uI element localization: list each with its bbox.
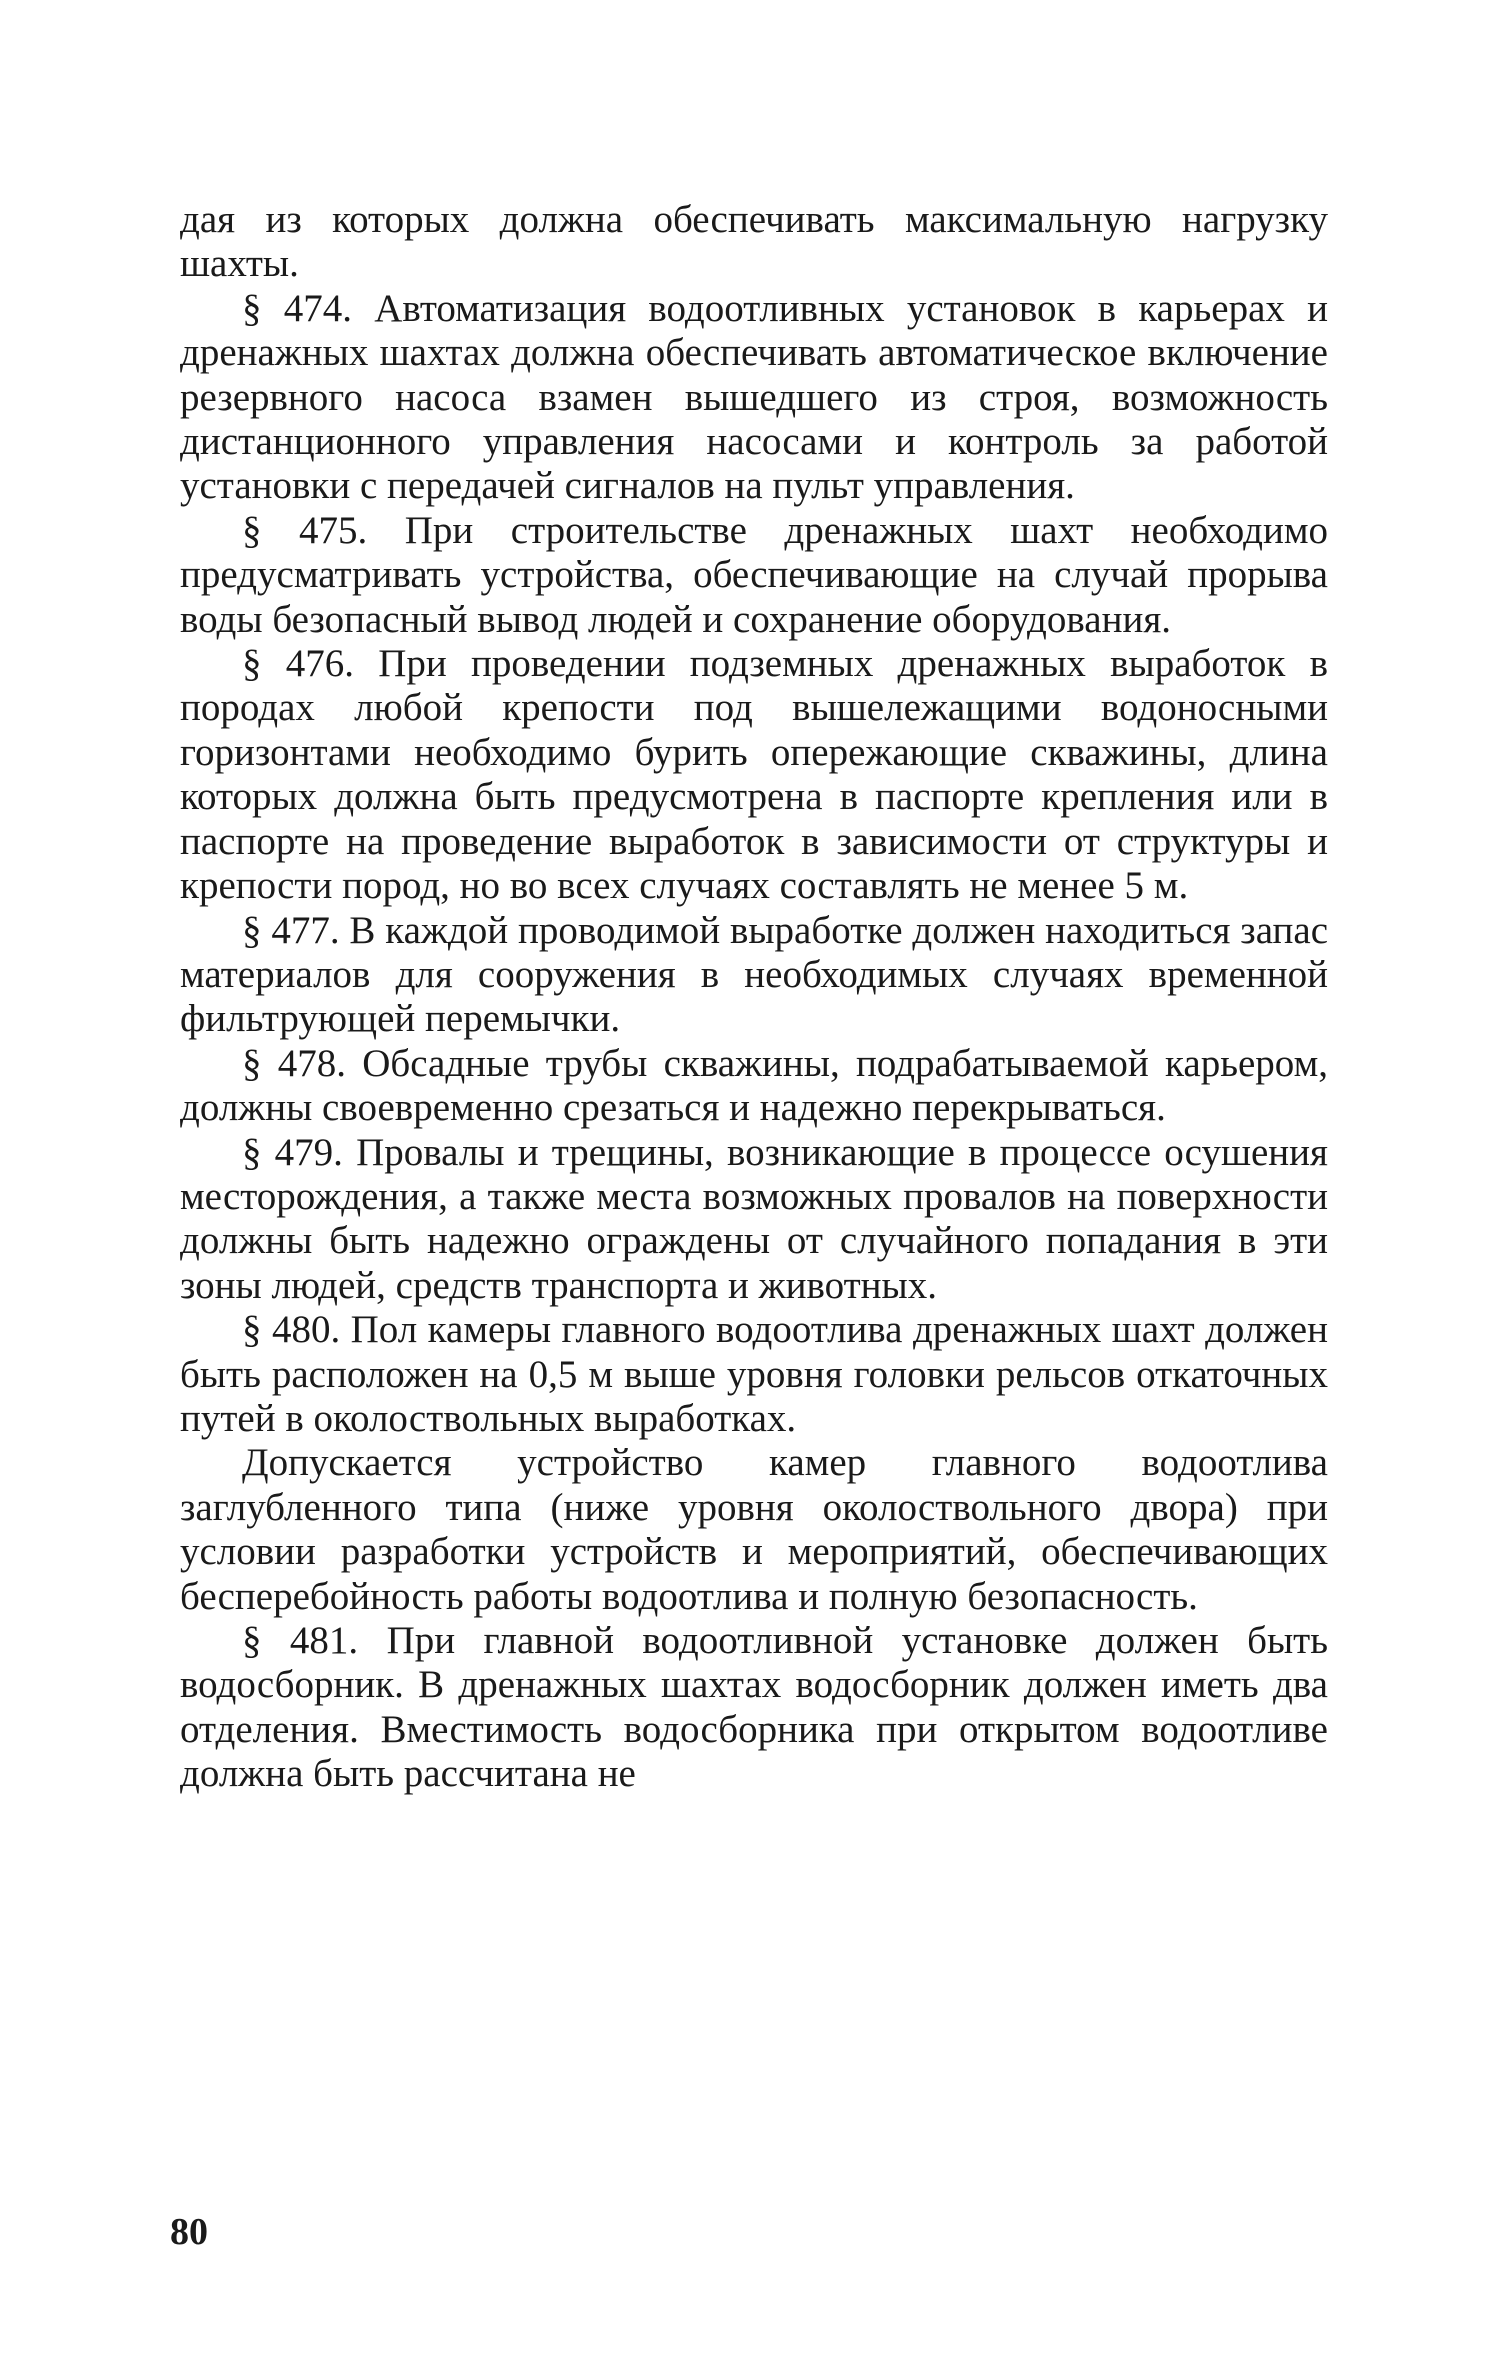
paragraph-477: § 477. В каждой проводимой выработке должен находиться запас материалов для сооружения в необходимых случаях временной фильтрующей перемычки. bbox=[180, 908, 1328, 1041]
page-number: 80 bbox=[170, 2211, 208, 2253]
paragraph-474: § 474. Автоматизация водоотливных установок в карьерах и дренажных шахтах должна обеспечивать автоматическое включение резервного насоса взамен вышедшего из строя, возможность дистанционного управления насосами и контроль за работой установки с передачей сигналов на пульт управления. bbox=[180, 286, 1328, 508]
paragraph-480: § 480. Пол камеры главного водоотлива дренажных шахт должен быть расположен на 0,5 м выше уровня головки рельсов откаточных путей в околоствольных выработках. bbox=[180, 1308, 1328, 1440]
paragraph-continuation: дая из которых должна обеспечивать максимальную нагрузку шахты. bbox=[180, 198, 1328, 286]
paragraph-475: § 475. При строительстве дренажных шахт необходимо предусматривать устройства, обеспечивающие на случай прорыва воды безопасный вывод людей и сохранение оборудования. bbox=[180, 508, 1328, 641]
paragraph-481: § 481. При главной водоотливной установке должен быть водосборник. В дренажных шахтах водосборник должен иметь два отделения. Вместимость водосборника при открытом водоотливе должна быть рассчитана не bbox=[180, 1619, 1328, 1796]
paragraph-478: § 478. Обсадные трубы скважины, подрабатываемой карьером, должны своевременно срезаться и надежно перекрываться. bbox=[180, 1041, 1328, 1130]
paragraph-479: § 479. Провалы и трещины, возникающие в процессе осушения месторождения, а также места возможных провалов на поверхности должны быть надежно ограждены от случайного попадания в эти зоны людей, средств транспорта и животных. bbox=[180, 1130, 1328, 1307]
body-text bbox=[180, 198, 1328, 1797]
paragraph-480-addendum: Допускается устройство камер главного водоотлива заглубленного типа (ниже уровня околоствольного двора) при условии разработки устройств и мероприятий, обеспечивающих бесперебойность работы водоотлива и полную безопасность. bbox=[180, 1441, 1328, 1618]
paragraph-476: § 476. При проведении подземных дренажных выработок в породах любой крепости под вышележащими водоносными горизонтами необходимо бурить опережающие скважины, длина которых должна быть предусмотрена в паспорте крепления или в паспорте на проведение выработок в зависимости от структуры и крепости пород, но во всех случаях составлять не менее 5 м. bbox=[180, 642, 1328, 908]
